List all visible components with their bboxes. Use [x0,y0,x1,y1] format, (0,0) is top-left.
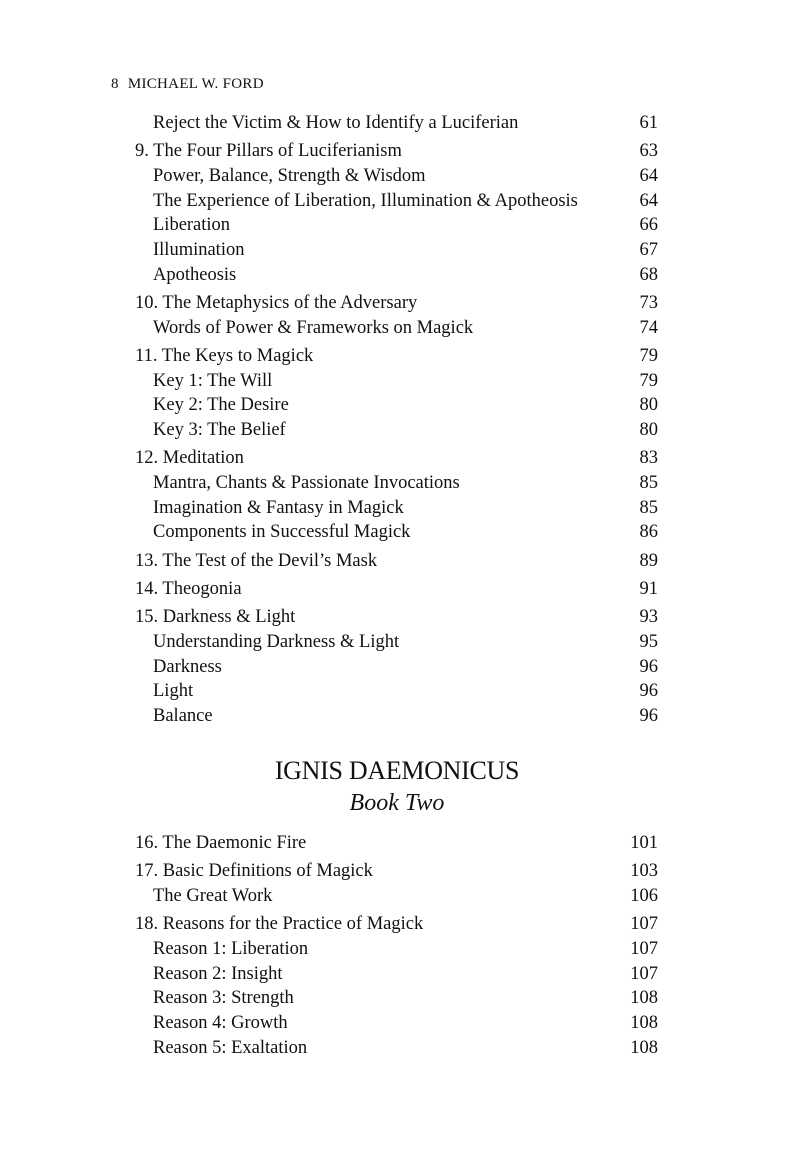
toc-subsection-entry [135,238,658,263]
toc-entry-page-number: 106 [630,885,658,906]
table-of-contents-part-one [135,111,658,729]
toc-entry-page-number: 61 [639,113,658,133]
toc-subsection-entry [135,471,658,496]
toc-entry-title: Components in Successful Magick [153,522,411,543]
toc-entry-title: Key 1: The Will [153,370,273,391]
toc-subsection-entry [135,704,658,729]
toc-entry-title: Understanding Darkness & Light [153,631,400,652]
toc-entry-page-number: 108 [630,1013,658,1033]
toc-entry-page-number: 95 [639,631,658,652]
toc-entry-page-number: 80 [639,420,658,441]
toc-entry-title: Key 2: The Desire [153,395,289,416]
toc-subsection-entry [135,189,658,214]
toc-entry-page-number: 66 [639,215,658,236]
header-author: MICHAEL W. FORD [127,76,264,92]
toc-entry-page-number: 108 [630,1037,658,1058]
toc-entry-page-number: 96 [639,656,658,677]
toc-subsection-entry [135,263,658,288]
toc-subsection-entry [135,164,658,189]
toc-entry-title: Power, Balance, Strength & Wisdom [153,165,426,186]
toc-entry-page-number: 83 [639,448,658,469]
toc-entry-page-number: 80 [639,395,658,416]
toc-entry-page-number: 107 [630,914,658,935]
toc-subsection-entry [135,520,658,545]
toc-subsection-entry [135,937,658,962]
toc-entry-title: 16. The Daemonic Fire [135,833,307,853]
toc-entry-title: 18. Reasons for the Practice of Magick [135,914,424,935]
toc-entry-page-number: 85 [639,497,658,518]
toc-entry-page-number: 63 [639,141,658,162]
toc-subsection-entry [135,630,658,655]
toc-entry-title: Key 3: The Belief [153,420,286,441]
toc-entry-title: 11. The Keys to Magick [135,345,314,366]
toc-chapter-entry [135,446,658,471]
toc-entry-page-number: 96 [639,705,658,726]
toc-entry-page-number: 89 [639,550,658,571]
toc-entry-title: 15. Darkness & Light [135,607,296,628]
toc-entry-title: Mantra, Chants & Passionate Invocations [153,473,460,493]
toc-subsection-entry [135,393,658,418]
toc-subsection-entry [135,316,658,341]
toc-entry-title: Darkness [153,656,222,677]
toc-entry-page-number: 107 [630,963,658,984]
toc-chapter-entry [135,605,658,630]
toc-entry-title: 12. Meditation [135,448,244,469]
toc-entry-page-number: 96 [639,681,658,702]
toc-subsection-entry [135,962,658,987]
book-two-title: IGNIS DAEMONICUS [274,756,520,785]
toc-entry-title: 13. The Test of the Devil’s Mask [135,550,378,571]
header-page-number: 8 [111,76,119,92]
toc-entry-title: Reject the Victim & How to Identify a Luciferian [153,113,519,133]
toc-entry-title: Balance [153,705,213,726]
toc-entry-title: Reason 5: Exaltation [153,1037,308,1058]
toc-entry-title: The Experience of Liberation, Illumination & Apotheosis [153,190,578,211]
toc-subsection-entry [135,213,658,238]
toc-entry-title: 10. The Metaphysics of the Adversary [135,293,418,313]
toc-entry-title: Reason 4: Growth [153,1013,288,1033]
toc-entry-page-number: 103 [630,861,658,882]
toc-subsection-entry [135,369,658,394]
toc-entry-page-number: 79 [639,345,658,366]
toc-entry-page-number: 67 [639,240,658,261]
toc-entry-page-number: 74 [639,317,658,338]
toc-entry-page-number: 73 [639,293,658,313]
toc-chapter-entry [135,577,658,602]
toc-subsection-entry [135,679,658,704]
toc-subsection-entry [135,1036,658,1061]
toc-entry-title: Illumination [153,240,245,261]
toc-entry-title: Imagination & Fantasy in Magick [153,497,404,518]
toc-chapter-entry [135,859,658,884]
toc-subsection-entry [135,986,658,1011]
book-two-subtitle: Book Two [349,790,445,816]
toc-entry-title: 14. Theogonia [135,578,242,599]
toc-chapter-entry [135,549,658,574]
toc-entry-page-number: 79 [639,370,658,391]
toc-subsection-entry [135,655,658,680]
toc-chapter-entry [135,291,658,316]
toc-entry-title: The Great Work [153,885,273,906]
toc-entry-title: Reason 2: Insight [153,963,283,984]
toc-entry-title: 17. Basic Definitions of Magick [135,861,373,882]
toc-subsection-entry [135,884,658,909]
toc-chapter-entry [135,831,658,856]
toc-subsection-entry [135,111,658,136]
toc-entry-title: 9. The Four Pillars of Luciferianism [135,141,402,162]
toc-entry-title: Reason 3: Strength [153,988,294,1009]
toc-subsection-entry [135,496,658,521]
running-header [111,76,264,93]
toc-entry-page-number: 85 [639,473,658,493]
toc-entry-page-number: 93 [639,607,658,628]
toc-entry-page-number: 64 [639,165,658,186]
toc-subsection-entry [135,418,658,443]
toc-entry-page-number: 107 [630,938,658,959]
toc-entry-page-number: 101 [630,833,658,853]
toc-entry-title: Reason 1: Liberation [153,938,309,959]
toc-entry-page-number: 68 [639,264,658,285]
toc-entry-page-number: 108 [630,988,658,1009]
toc-entry-title: Liberation [153,215,231,236]
toc-entry-title: Apotheosis [153,264,237,285]
toc-entry-page-number: 64 [639,190,658,211]
toc-entry-title: Words of Power & Frameworks on Magick [153,317,474,338]
toc-entry-page-number: 91 [639,578,658,599]
table-of-contents-part-two [135,831,658,1060]
toc-chapter-entry [135,139,658,164]
toc-subsection-entry [135,1011,658,1036]
toc-chapter-entry [135,344,658,369]
toc-entry-title: Light [153,681,194,702]
toc-entry-page-number: 86 [639,522,658,543]
toc-chapter-entry [135,912,658,937]
